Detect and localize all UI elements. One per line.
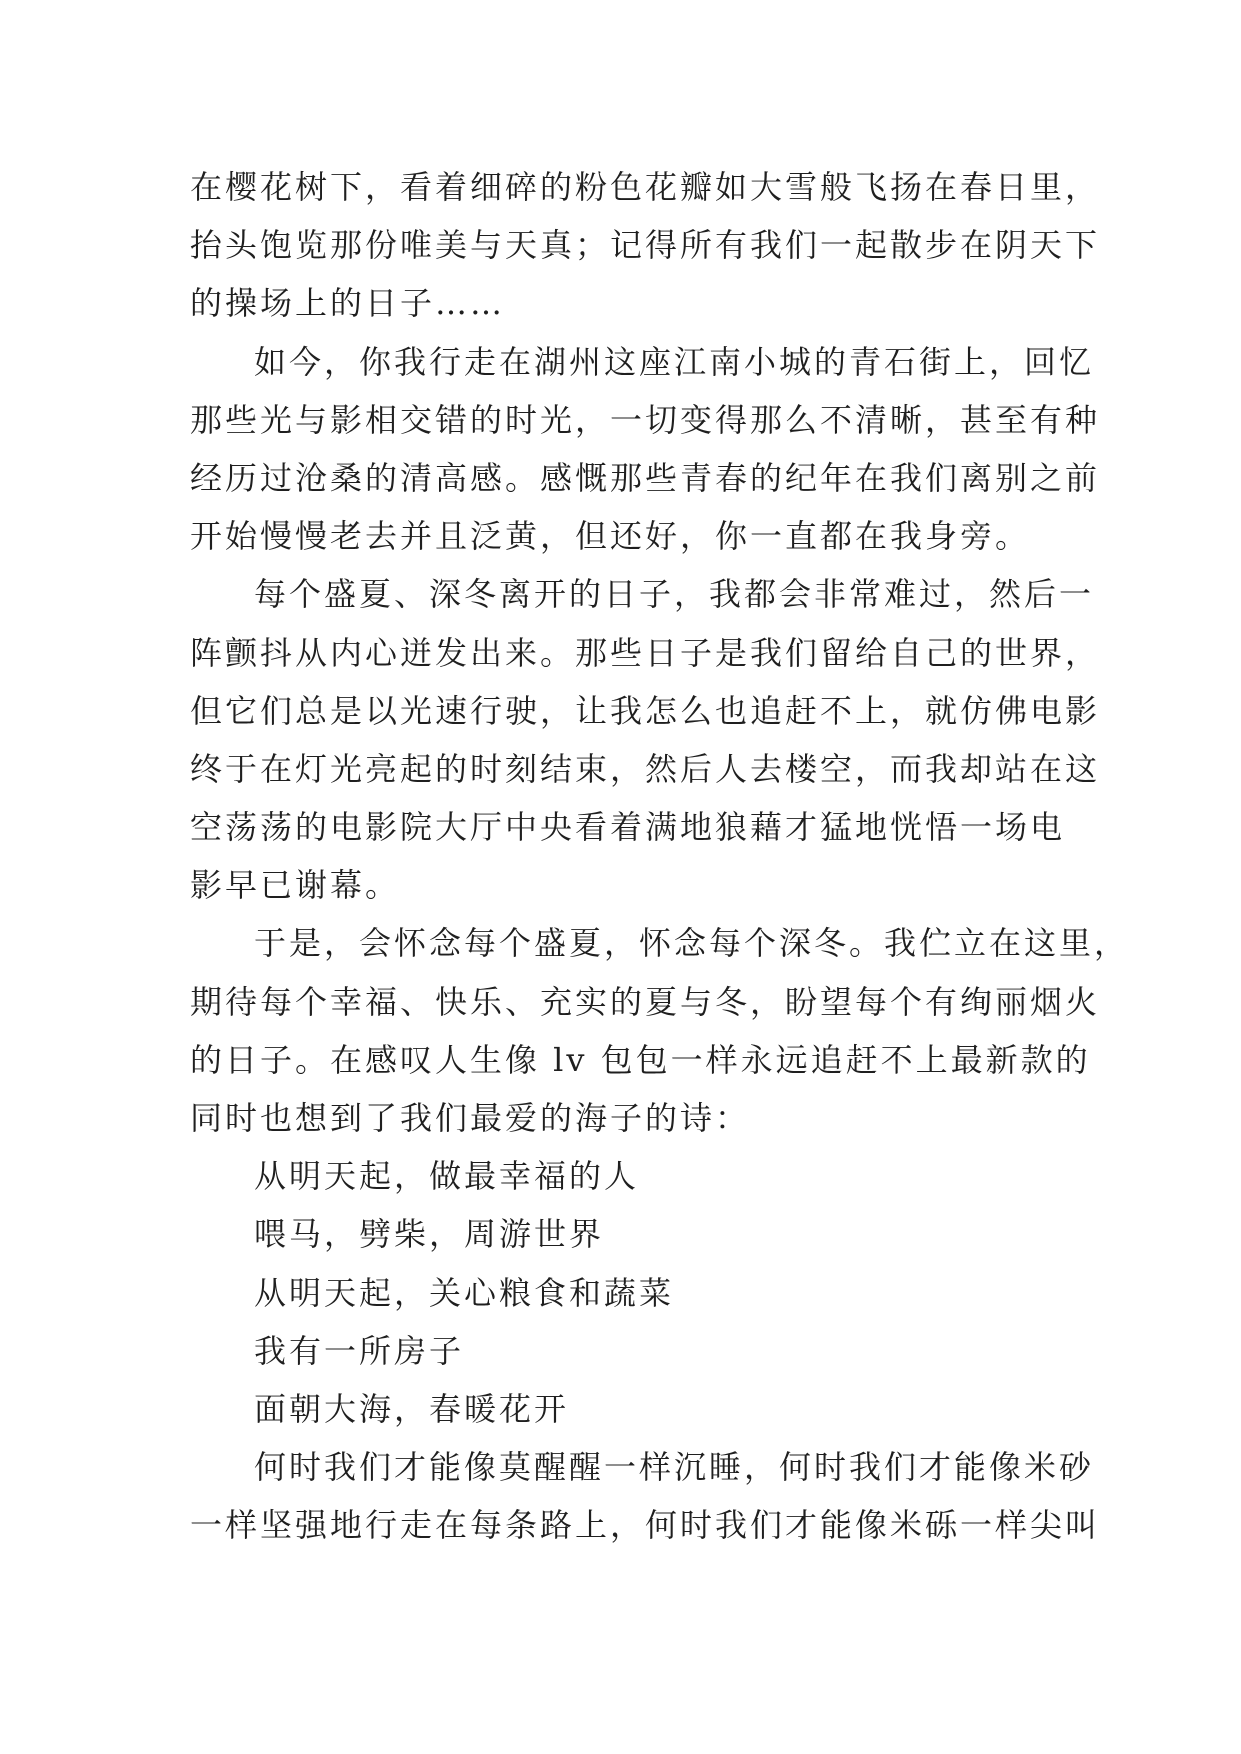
paragraph-5 <box>190 1438 1101 1554</box>
text-line: 但它们总是以光速行驶，让我怎么也追赶不上，就仿佛电影 <box>190 691 1101 730</box>
text-line: 的日子。在感叹人生像 lv 包包一样永远追赶不上最新款的 <box>190 1040 1091 1079</box>
text-line: 在樱花树下，看着细碎的粉色花瓣如大雪般飞扬在春日里， <box>190 168 1101 206</box>
text-line: 的操场上的日子…… <box>190 284 506 323</box>
paragraph-2 <box>190 333 1101 566</box>
poem-line: 面朝大海，春暖花开 <box>254 1389 570 1428</box>
poem-line: 喂马，劈柴，周游世界 <box>254 1215 605 1254</box>
paragraph-1 <box>190 158 1101 333</box>
poem-line: 从明天起，做最幸福的人 <box>254 1157 640 1196</box>
poem-line: 从明天起，关心粮食和蔬菜 <box>254 1273 675 1312</box>
text-line: 期待每个幸福、快乐、充实的夏与冬，盼望每个有绚丽烟火 <box>190 982 1101 1021</box>
text-line: 一样坚强地行走在每条路上，何时我们才能像米砾一样尖叫 <box>190 1506 1101 1545</box>
poem-quote <box>190 1147 1070 1438</box>
document-body <box>190 158 1130 1555</box>
text-line: 于是，会怀念每个盛夏，怀念每个深冬。我伫立在这里， <box>254 924 1130 963</box>
text-line: 开始慢慢老去并且泛黄，但还好，你一直都在我身旁。 <box>190 517 1031 556</box>
poem-line: 我有一所房子 <box>254 1331 465 1370</box>
paragraph-3 <box>190 565 1101 914</box>
text-line: 抬头饱览那份唯美与天真；记得所有我们一起散步在阴天下 <box>190 226 1101 265</box>
text-line: 每个盛夏、深冬离开的日子，我都会非常难过，然后一 <box>254 575 1095 614</box>
text-line: 空荡荡的电影院大厅中央看着满地狼藉才猛地恍悟一场电 <box>190 808 1066 847</box>
paragraph-4 <box>190 914 1130 1147</box>
text-line: 影早已谢幕。 <box>190 866 401 905</box>
text-line: 那些光与影相交错的时光，一切变得那么不清晰，甚至有种 <box>190 400 1101 439</box>
text-line: 终于在灯光亮起的时刻结束，然后人去楼空，而我却站在这 <box>190 749 1101 788</box>
text-line: 如今，你我行走在湖州这座江南小城的青石街上，回忆 <box>254 342 1095 381</box>
text-line: 经历过沧桑的清高感。感慨那些青春的纪年在我们离别之前 <box>190 458 1101 497</box>
text-line: 同时也想到了我们最爱的海子的诗： <box>190 1099 751 1137</box>
text-line: 何时我们才能像莫醒醒一样沉睡，何时我们才能像米砂 <box>254 1448 1095 1487</box>
text-line: 阵颤抖从内心迸发出来。那些日子是我们留给自己的世界， <box>190 633 1101 672</box>
